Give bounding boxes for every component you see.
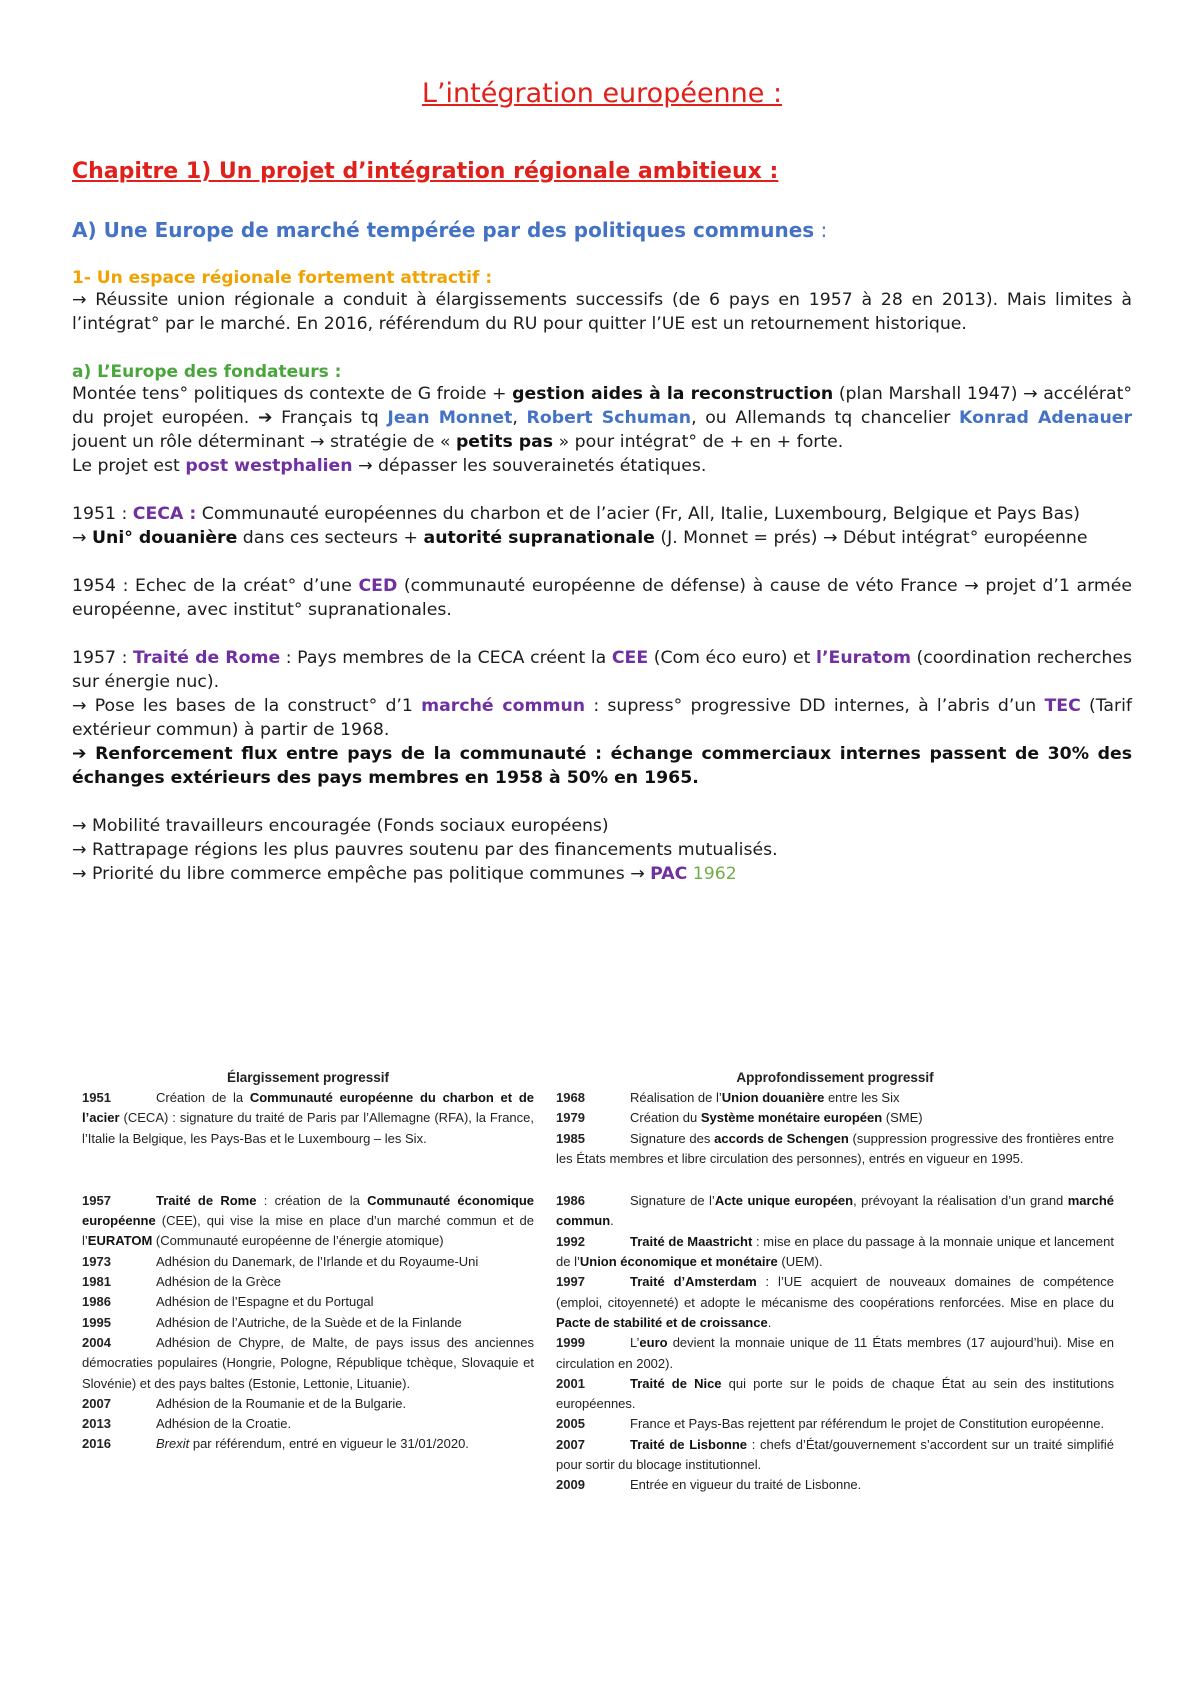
timeline-entry-1986 (556, 1191, 1114, 1232)
timeline-year: 2005 (556, 1416, 585, 1432)
section-a-colon: : (814, 218, 828, 242)
subsection-a-heading: a) L’Europe des fondateurs : (72, 362, 342, 382)
timeline-text: Réalisation de l’ (630, 1090, 722, 1105)
paragraph-union-douaniere (72, 526, 1132, 550)
timeline-left-block-1 (82, 1088, 534, 1149)
timeline-text: Communauté européenne du charbon et de l’acier (82, 1090, 534, 1126)
timeline-entry-1981 (82, 1272, 534, 1292)
timeline-text: (UEM). (777, 1254, 823, 1270)
timeline-text: Système monétaire européen (700, 1110, 883, 1126)
paragraph-pac (72, 862, 1132, 886)
timeline-entry-1957 (82, 1191, 534, 1252)
timeline-text: (SME) (882, 1110, 923, 1126)
timeline-year: 1992 (556, 1233, 585, 1249)
keyword: marché commun (421, 696, 586, 716)
timeline-text: France et Pays-Bas rejettent par référendum le projet de Constitution européenne. (630, 1416, 1105, 1432)
timeline-entry-1995 (82, 1313, 534, 1333)
timeline-year: 1985 (556, 1130, 585, 1146)
timeline-text: L’ (630, 1335, 640, 1351)
timeline-text: . (767, 1314, 772, 1330)
paragraph-westphalien (72, 454, 1132, 478)
timeline-text: Communauté économique européenne (82, 1192, 534, 1229)
text-run: → Priorité du libre commerce empêche pas politique communes → (72, 864, 651, 884)
text-run: , (512, 408, 527, 428)
timeline-text: Adhésion de l’Autriche, de la Suède et de la Finlande (156, 1314, 462, 1330)
paragraph-ceca (72, 502, 1132, 526)
timeline-entry-1999 (556, 1333, 1114, 1374)
timeline-text: Adhésion de la Grèce (156, 1274, 282, 1290)
timeline-text: Union économique et monétaire (579, 1254, 778, 1270)
keyword: TEC (1044, 696, 1081, 716)
page-title: L’intégration européenne : (421, 78, 783, 109)
paragraph-renforcement (72, 742, 1132, 790)
text-run: 1957 : (72, 648, 133, 668)
timeline-text: (Communauté européenne de l’énergie atomique) (152, 1233, 444, 1249)
timeline-right-block-2 (556, 1191, 1114, 1495)
timeline-text: Adhésion du Danemark, de l’Irlande et du Royaume-Uni (156, 1253, 479, 1269)
main-text (72, 70, 1132, 886)
timeline-text: Création de la (156, 1090, 250, 1105)
timeline-entry-1951 (82, 1088, 534, 1149)
timeline-text: Création du (630, 1110, 701, 1126)
timeline-year: 1999 (556, 1335, 585, 1351)
timeline-left-block-2 (82, 1191, 534, 1455)
timeline-text: Adhésion de l’Espagne et du Portugal (156, 1294, 374, 1310)
keyword: PAC (650, 864, 688, 884)
keyword: CEE (611, 648, 649, 668)
text-run: → Pose les bases de la construct° d’1 (72, 696, 422, 716)
timeline-text: entre les Six (824, 1090, 900, 1105)
timeline-elargissement (82, 1068, 534, 1455)
bold-run: Uni° douanière (91, 528, 238, 548)
paragraph-mobilite: → Mobilité travailleurs encouragée (Fonds sociaux européens) (72, 816, 609, 836)
subsection-1-heading: 1- Un espace régionale fortement attractif : (72, 268, 493, 288)
timeline-text: Adhésion de la Roumanie et de la Bulgarie. (156, 1395, 407, 1411)
timeline-text: Adhésion de Chypre, de Malte, de pays issus des anciennes démocraties populaires (Hongrie, Pologne, République tchèque, Slovaquie et Slovénie) et des pays baltes (Estonie, Lettonie, Lituanie). (82, 1334, 534, 1391)
text-run: (J. Monnet = prés) → Début intégrat° européenne (654, 528, 1088, 548)
text-run: , ou Allemands tq chancelier (691, 408, 960, 428)
timeline-entry-1968 (556, 1088, 1114, 1108)
timeline-right-block-1 (556, 1088, 1114, 1169)
timeline-year: 2007 (82, 1395, 111, 1411)
text-run: : supress° progressive DD internes, à l’abris d’un (585, 696, 1045, 716)
timeline-text: Acte unique européen (714, 1193, 854, 1209)
timeline-text: Entrée en vigueur du traité de Lisbonne. (630, 1477, 862, 1493)
timeline-text: Brexit (156, 1436, 190, 1452)
timeline-year: 1986 (556, 1193, 585, 1209)
text-run: Le projet est (72, 456, 186, 476)
text-run: Montée tens° politiques ds contexte de G froide + (72, 384, 513, 404)
timeline-year: 2004 (82, 1334, 111, 1350)
text-run: (coordination recherches sur énergie nuc). (72, 648, 1133, 692)
text-run: Communauté européennes du charbon et de l’acier (Fr, All, Italie, Luxembourg, Belgique et Pays Bas) (196, 504, 1081, 524)
name-konrad-adenauer: Konrad Adenauer (959, 408, 1133, 428)
timeline-entry-2016 (82, 1434, 534, 1454)
paragraph-ced (72, 574, 1132, 622)
text-run: dans ces secteurs + (237, 528, 424, 548)
paragraph-traite-rome (72, 646, 1132, 694)
timeline-year: 1968 (556, 1090, 585, 1105)
timeline-entry-1997 (556, 1272, 1114, 1333)
timeline-text: euro (639, 1335, 668, 1351)
timeline-text: Pacte de stabilité et de croissance (556, 1314, 768, 1330)
timeline-year: 2001 (556, 1375, 585, 1391)
timeline-entry-2013 (82, 1414, 534, 1434)
timeline-text: . (610, 1213, 614, 1229)
bold-run: petits pas (455, 432, 554, 452)
timeline-entry-1979 (556, 1108, 1114, 1128)
timeline-text: Traité de Maastricht (630, 1233, 753, 1249)
keyword: CECA : (132, 504, 197, 524)
timeline-year: 1951 (82, 1090, 111, 1105)
bold-run: gestion aides à la reconstruction (512, 384, 834, 404)
timeline-text: EURATOM (87, 1233, 153, 1249)
timeline-year: 1986 (82, 1294, 111, 1310)
timeline-entry-1973 (82, 1252, 534, 1272)
timeline-entry-2001 (556, 1374, 1114, 1415)
bold-run: ➔ Renforcement flux entre pays de la communauté : échange commerciaux internes passent de 30% des échanges extérieurs des pays membres en 1958 à 50% en 1965. (72, 744, 1132, 788)
timeline-entry-2005 (556, 1414, 1114, 1434)
timeline-left-title: Élargissement progressif (226, 1070, 390, 1085)
timeline-year: 2016 (82, 1436, 111, 1452)
text-run: (Tarif extérieur commun) à partir de 1968. (72, 696, 1133, 740)
timeline-year: 1997 (556, 1274, 585, 1290)
keyword: CED (358, 576, 398, 596)
text-run: → (72, 528, 92, 548)
keyword: post westphalien (185, 456, 353, 476)
timeline-year: 1957 (82, 1192, 111, 1208)
timeline-year: 1973 (82, 1253, 111, 1269)
timeline-text: devient la monnaie unique de 11 États membres (17 aujourd’hui). Mise en circulation en 2002). (556, 1335, 1114, 1371)
timeline-year: 2013 (82, 1416, 111, 1432)
timeline-text: Traité d’Amsterdam (630, 1274, 757, 1290)
text-run: (Com éco euro) et (648, 648, 817, 668)
timeline-year: 1979 (556, 1110, 585, 1126)
timeline-text: Traité de Lisbonne (630, 1436, 748, 1452)
year-1962: 1962 (687, 864, 737, 884)
paragraph-fondateurs (72, 382, 1132, 454)
text-run: → dépasser les souverainetés étatiques. (352, 456, 707, 476)
name-robert-schuman: Robert Schuman (526, 408, 692, 428)
timeline-year: 2009 (556, 1477, 585, 1493)
text-run: » pour intégrat° de + en + forte. (553, 432, 844, 452)
timeline-text: Adhésion de la Croatie. (156, 1416, 292, 1432)
timeline-entry-1992 (556, 1232, 1114, 1273)
section-a-label: A) Une Europe de marché tempérée par des politiques communes (72, 218, 815, 242)
timeline-entry-2007 (82, 1394, 534, 1414)
name-jean-monnet: Jean Monnet (387, 408, 513, 428)
bold-run: autorité supranationale (423, 528, 655, 548)
section-a-heading (72, 218, 1132, 242)
text-run: 1951 : (72, 504, 133, 524)
timeline-approfondissement (556, 1068, 1114, 1496)
timeline-text: : mise en place du passage à la monnaie unique et lancement de l’ (556, 1233, 1114, 1270)
timeline-text: Traité de Nice (630, 1375, 722, 1391)
keyword: Traité de Rome (132, 648, 281, 668)
timeline-text: : chefs d’État/gouvernement s’accordent sur un traité simplifié pour sortir du blocage institutionnel. (556, 1436, 1114, 1473)
keyword: l’Euratom (816, 648, 911, 668)
timeline-text: : l’UE acquiert de nouveaux domaines de compétence (emploi, citoyenneté) et adopte le mécanisme des coopérations renforcées. Mise en place du (556, 1274, 1114, 1310)
timeline-text: (CEE), qui vise la mise en place d’un marché commun et de l’ (82, 1213, 534, 1249)
text-run: jouent un rôle déterminant → stratégie de « (72, 432, 456, 452)
timeline-text: marché commun (556, 1193, 1114, 1229)
timeline-text: par référendum, entré en vigueur le 31/01/2020. (189, 1436, 469, 1452)
timeline-entry-2007 (556, 1435, 1114, 1476)
chapter-heading: Chapitre 1) Un projet d’intégration régionale ambitieux : (72, 159, 779, 184)
text-run: : Pays membres de la CECA créent la (280, 648, 612, 668)
timeline-text: Traité de Rome (156, 1192, 257, 1208)
timeline-entry-1986 (82, 1292, 534, 1312)
timeline-text: Signature de l’ (630, 1193, 715, 1209)
timeline-text: accords de Schengen (714, 1130, 849, 1146)
paragraph-rattrapage: → Rattrapage régions les plus pauvres soutenu par des financements mutualisés. (72, 840, 778, 860)
timeline-entry-2009 (556, 1475, 1114, 1495)
timeline-text: (suppression progressive des frontières entre les États membres et libre circulation des personnes), entrés en vigueur en 1995. (556, 1130, 1114, 1166)
timeline-year: 1995 (82, 1314, 111, 1330)
timeline-year: 1981 (82, 1274, 111, 1290)
text-run: (plan Marshall 1947) → accélérat° du projet européen. ➔ Français tq (72, 384, 1132, 428)
timeline-text: Signature des (630, 1130, 715, 1146)
timeline-entry-2004 (82, 1333, 534, 1394)
text-run: (communauté européenne de défense) à cause de véto France → projet d’1 armée européenne, avec institut° supranationales. (72, 576, 1132, 620)
timeline-right-title: Approfondissement progressif (736, 1070, 934, 1085)
timeline-text: qui porte sur le poids de chaque État au sein des institutions européennes. (556, 1375, 1115, 1412)
text-run: 1954 : Echec de la créat° d’une (72, 576, 359, 596)
timeline-text: Union douanière (721, 1090, 825, 1105)
timeline-entry-1985 (556, 1129, 1114, 1170)
timeline-year: 2007 (556, 1436, 585, 1452)
paragraph-marche-commun (72, 694, 1132, 742)
timeline-text: , prévoyant la réalisation d’un grand (853, 1193, 1068, 1209)
timeline-text: : création de la (256, 1192, 368, 1208)
timeline-text: (CECA) : signature du traité de Paris par l’Allemagne (RFA), la France, l’Italie la Belgique, les Pays-Bas et le Luxembourg – les Six. (82, 1110, 534, 1146)
paragraph-1: → Réussite union régionale a conduit à élargissements successifs (de 6 pays en 1957 à 28 en 2013). Mais limites à l’intégrat° par le marché. En 2016, référendum du RU pour quitter l’UE est un retournement historique. (72, 290, 1132, 334)
